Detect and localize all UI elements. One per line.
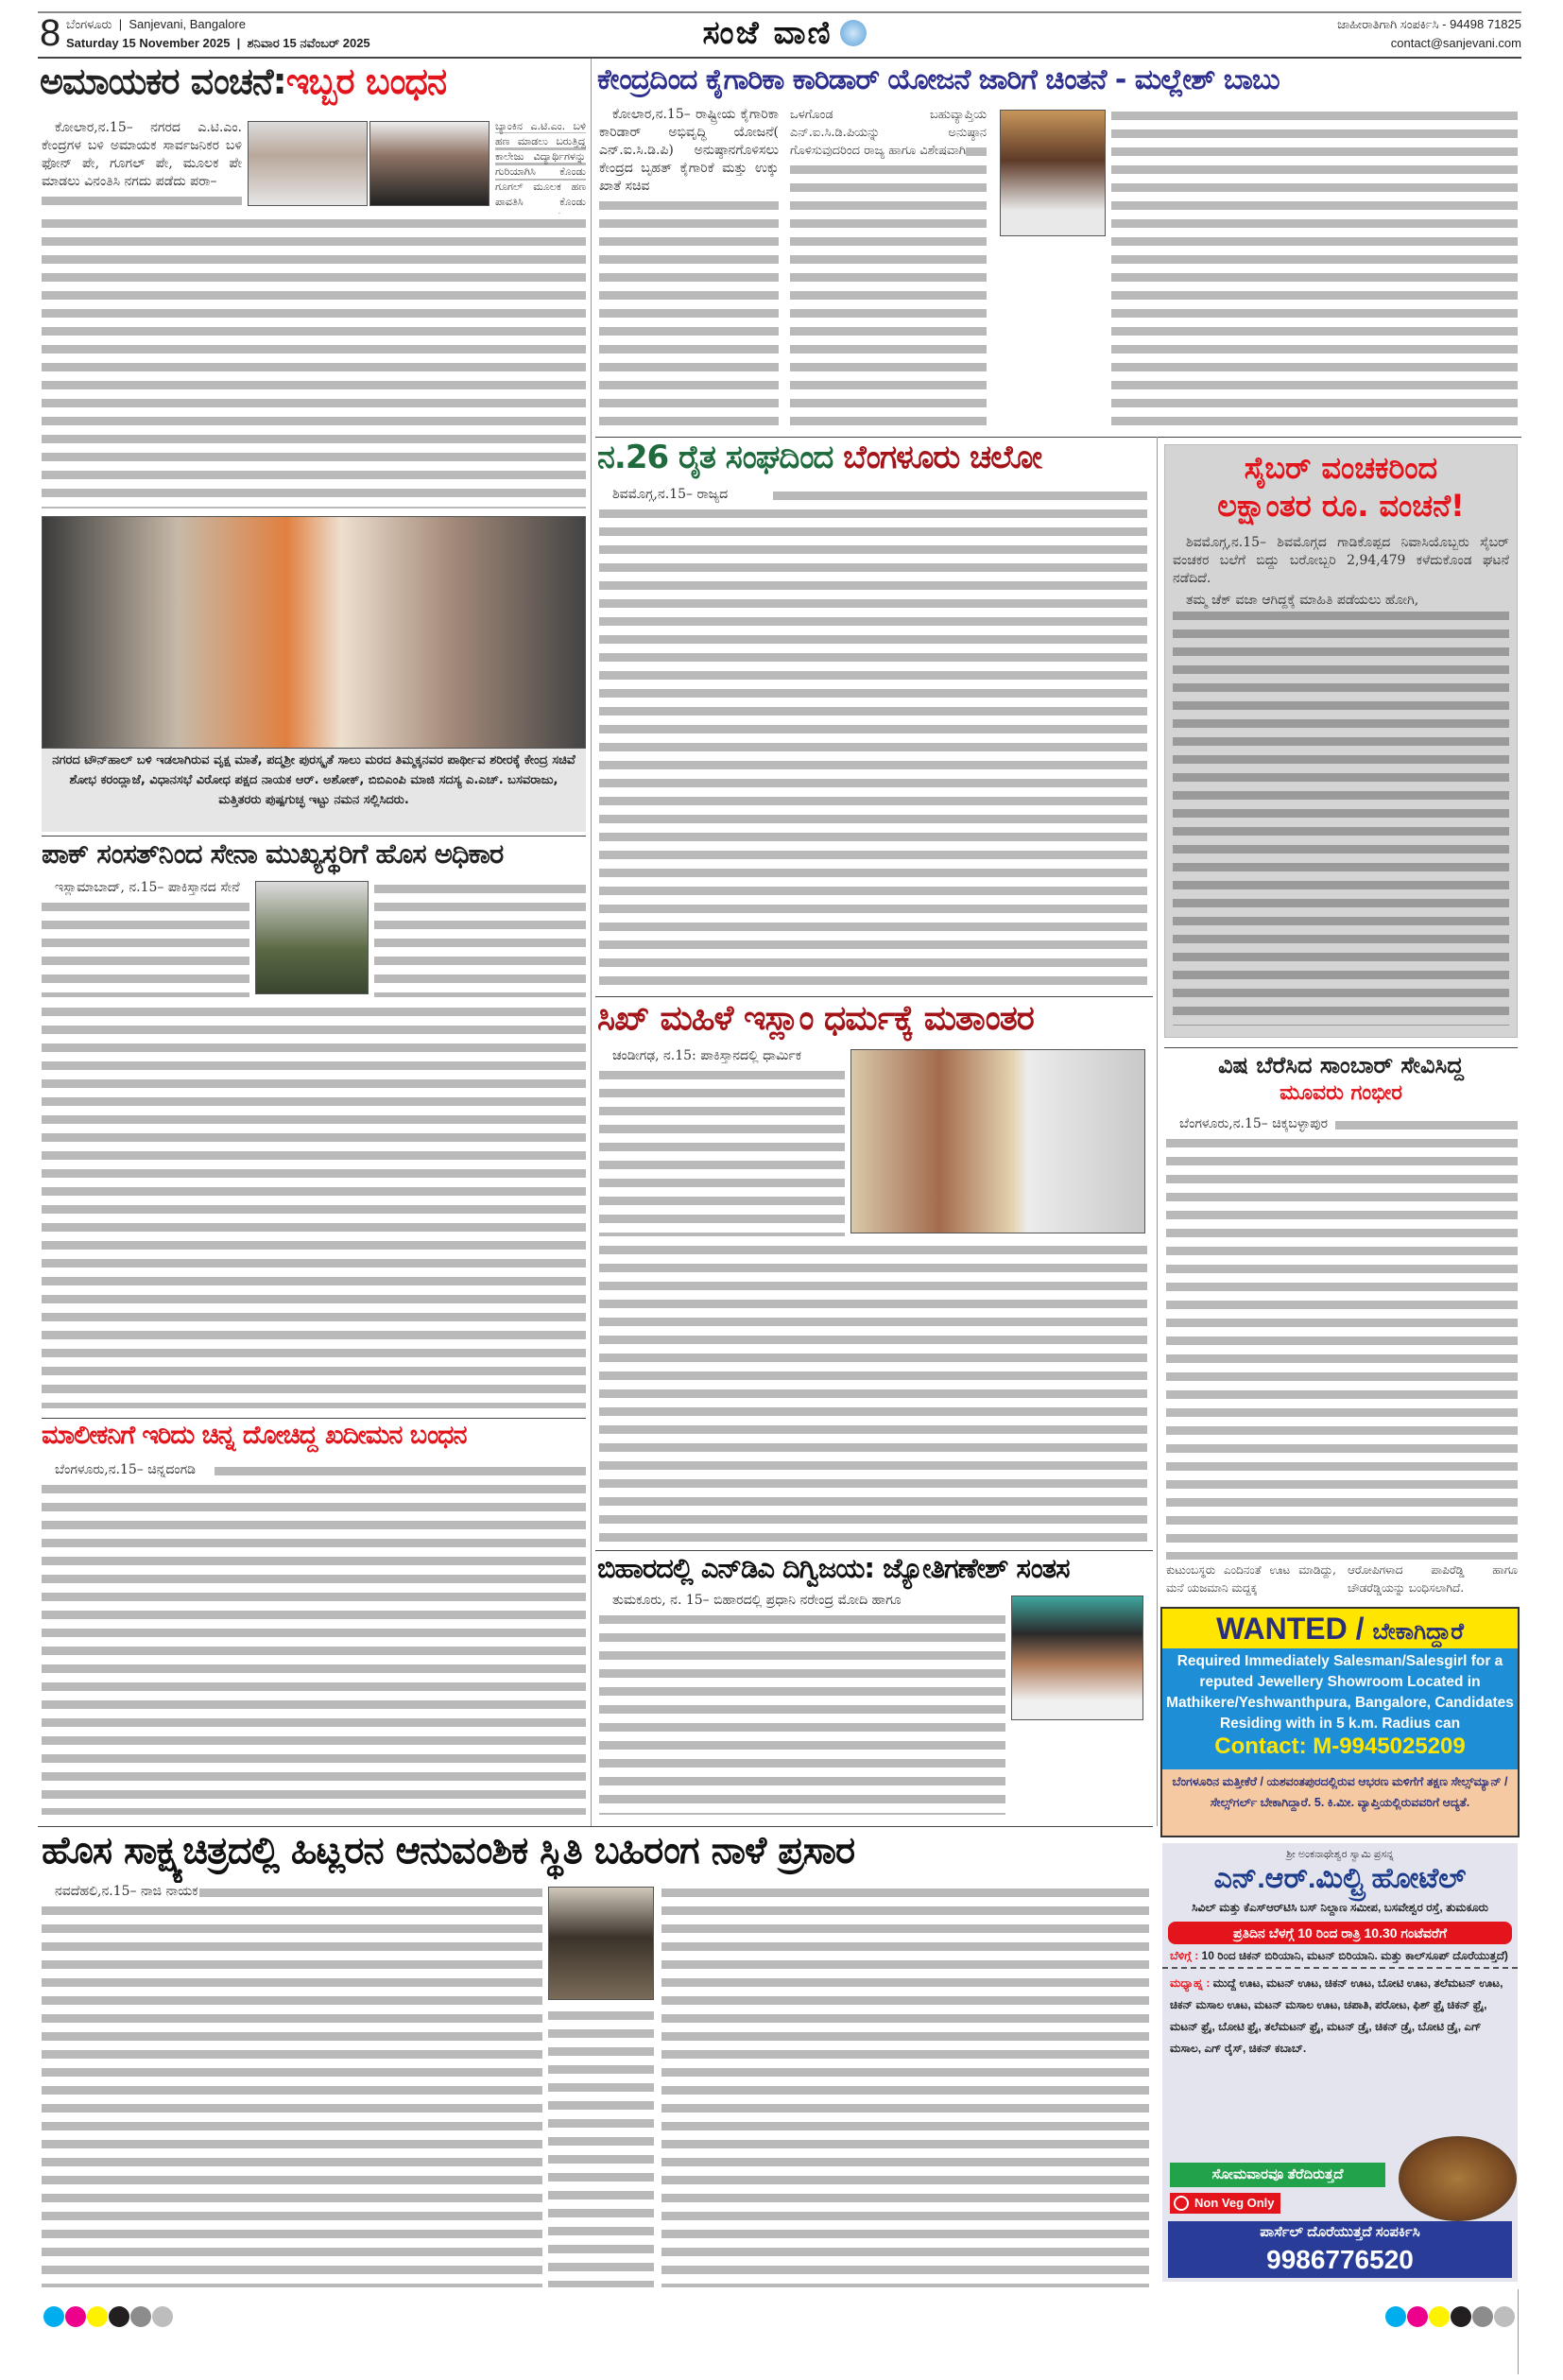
cyber-box	[1164, 444, 1518, 1038]
date-en: Saturday 15 November 2025	[66, 36, 231, 50]
hotel-contact-bar	[1168, 2221, 1512, 2278]
hotel-blessing: ಶ್ರೀ ಅಂಕನಾಥೇಶ್ವರ ಸ್ವಾಮಿ ಪ್ರಸನ್ನ	[1286, 1849, 1394, 1860]
light-gray-dot	[152, 2306, 173, 2327]
black-dot	[109, 2306, 129, 2327]
article-cyber-body: ಶಿವಮೊಗ್ಗ,ನ.15– ಶಿವಮೊಗ್ಗದ ಗಾಡಿಕೊಪ್ಪದ ನಿವಾಸಿಯೊಬ್ಬರು ಸೈಬರ್ ವಂಚಕರ ಬಲೆಗೆ ಬಿದ್ದು ಬರೋಬ್ಬರಿ 2,94,479 ಕಳೆದುಕೊಂಡ ಘಟನೆ ನಡೆದಿದೆ. ತಮ್ಮ ಚೆಕ್ ವಜಾ ಆಗಿದ್ದಕ್ಕೆ ಮಾಹಿತಿ ಪಡೆಯಲು ಹೋಗಿ,	[1173, 534, 1509, 1026]
page-number: 8	[40, 12, 61, 54]
hotel-hours: ಪ್ರತಿದಿನ ಬೆಳಗ್ಗೆ 10 ರಿಂದ ರಾತ್ರಿ 10.30 ಗಂಟೆವರೆಗೆ	[1168, 1922, 1512, 1944]
jyothiganesh-photo	[1011, 1595, 1143, 1720]
hotel-parcel: ಪಾರ್ಸೆಲ್ ದೊರೆಯುತ್ತದೆ ಸಂಪರ್ಕಿಸಿ	[1260, 2224, 1420, 2240]
article-corridor-body	[1111, 106, 1518, 435]
poison-ending-1: ಕುಟುಂಬಸ್ಥರು ಎಂದಿನಂತೆ ಊಟ ಮಾಡಿದ್ದು, ಮನೆ ಯಜಮಾನಿ ಮದ್ದಕ್ಕ	[1166, 1563, 1336, 1595]
magenta-dot	[65, 2306, 86, 2327]
ad-contact: ಜಾಹೀರಾತಿಗಾಗಿ ಸಂಪರ್ಕಿಸಿ - 94498 71825	[1337, 17, 1521, 31]
accused-photo-1	[248, 121, 368, 206]
rule	[595, 1550, 1153, 1551]
yellow-dot	[87, 2306, 108, 2327]
article-sikh-lead: ಚಂಡೀಗಢ, ನ.15: ಪಾಕಿಸ್ತಾನದಲ್ಲಿ ಧಾರ್ಮಿಕ	[599, 1047, 845, 1236]
article-sikh-body	[599, 1240, 1147, 1547]
hotel-ad	[1162, 1843, 1518, 2282]
rule	[595, 437, 1521, 438]
city-kn: ಬೆಂಗಳೂರು	[66, 17, 112, 31]
photo-caption: ನಗರದ ಟೌನ್‌ಹಾಲ್ ಬಳಿ ಇಡಲಾಗಿರುವ ವೃಕ್ಷ ಮಾತೆ, ಪದ್ಮಶ್ರೀ ಪುರಸ್ಕೃತೆ ಸಾಲು ಮರದ ತಿಮ್ಮಕ್ಕನವರ ಪಾರ್ಥೀವ ಶರೀರಕ್ಕೆ ಕೇಂದ್ರ ಸಚಿವೆ ಶೋಭ ಕರಂದ್ಲಾಜೆ, ವಿಧಾನಸಭೆ ವಿರೋಧ ಪಕ್ಷದ ನಾಯಕ ಆರ್. ಅಶೋಕ್, ಬಿಬಿಎಂಪಿ ಮಾಜಿ ಸದಸ್ಯ ಎ.ಎಚ್. ಬಸವರಾಜು, ಮತ್ತಿತರರು ಪುಷ್ಪಗುಚ್ಛ ಇಟ್ಟು ನಮನ ಸಲ್ಲಿಸಿದರು.	[42, 749, 586, 832]
poison-ending-2: ಆರೋಪಿಗಳಾದ ಪಾಪಿರೆಡ್ಡಿ ಹಾಗೂ ಚೌಡರೆಡ್ಡಿಯನ್ನು ಬಂಧಿಸಲಾಗಿದೆ.	[1348, 1563, 1518, 1595]
header-rule	[38, 57, 1521, 59]
article-farmers-body: ಶಿವಮೊಗ್ಗ,ನ.15– ರಾಜ್ಯದ	[599, 486, 1147, 992]
article-bihar-body: ತುಮಕೂರು, ನ. 15– ಬಿಹಾರದಲ್ಲಿ ಪ್ರಧಾನಿ ನರೇಂದ್ರ ಮೋದಿ ಹಾಗೂ	[599, 1592, 1005, 1815]
rule	[42, 1418, 586, 1419]
article-hitler-body-2	[661, 1883, 1149, 2287]
article-corridor-col1: ಕೋಲಾರ,ನ.15– ರಾಷ್ಟ್ರೀಯ ಕೈಗಾರಿಕಾ ಕಾರಿಡಾರ್ ಅಭಿವೃದ್ಧಿ ಯೋಜನೆ( ಎನ್.ಐ.ಸಿ.ಡಿ.ಪಿ) ಅನುಷ್ಠಾನಗೊಳಿಸಲು ಕೇಂದ್ರದ ಬೃಹತ್ ಕೈಗಾರಿಕೆ ಮತ್ತು ಉಕ್ಕು ಖಾತೆ ಸಚಿವ	[599, 106, 779, 435]
article-gold-body: ಬೆಂಗಳೂರು,ನ.15– ಚಿನ್ನದಂಗಡಿ	[42, 1461, 586, 1815]
contact-email[interactable]: contact@sanjevani.com	[1390, 36, 1521, 50]
mallesh-babu-photo	[1000, 110, 1106, 236]
wanted-body: Required Immediately Salesman/Salesgirl for a reputed Jewellery Showroom Located in Mathikere/Yeshwanthpura, Bangalore, Candidates Residing with in 5 k.m. Radius can Contact: M-9945025209	[1162, 1648, 1518, 1769]
headline-bihar: ಬಿಹಾರದಲ್ಲಿ ಎನ್‌ಡಿಎ ದಿಗ್ವಿಜಯ: ಜ್ಯೋತಿಗಣೇಶ್ ಸಂತಸ	[597, 1552, 1070, 1584]
crop-mark	[1518, 2289, 1519, 2374]
color-registration-marks-right	[1385, 2306, 1516, 2331]
headline-corridor: ಕೇಂದ್ರದಿಂದ ಕೈಗಾರಿಕಾ ಕಾರಿಡಾರ್ ಯೋಜನೆ ಜಾರಿಗೆ ಚಿಂತನೆ - ಮಲ್ಲೇಶ್ ಬಾಬು	[597, 63, 1280, 96]
color-registration-marks-left	[43, 2306, 174, 2331]
headline-cyber: ಸೈಬರ್ ವಂಚಕರಿಂದ ಲಕ್ಷಾಂತರ ರೂ. ವಂಚನೆ!	[1217, 450, 1465, 524]
gray-dot	[130, 2306, 151, 2327]
wanted-ad	[1160, 1607, 1520, 1837]
tribute-photo	[42, 516, 586, 749]
headline-farmers: ನ.26 ರೈತ ಸಂಘದಿಂದ ಬೆಂಗಳೂರು ಚಲೋ	[597, 439, 1042, 476]
article-fraud-lead2: ಬ್ಯಾಂಕಿನ ಎ.ಟಿ.ಎಂ. ಬಳಿ ಹಣ ಮಾಡಲು ಬರುತ್ತಿದ್ದ ಕಾಲೇಜು ವಿದ್ಯಾರ್ಥಿಗಳನ್ನು ಗುರಿಯಾಗಿಸಿ ಕೊಂಡು ಗೂಗಲ್ ಮೂಲಕ ಹಣ ಪಾವತಿಸಿ ಕೊಂಡು	[495, 119, 586, 210]
globe-icon	[840, 20, 867, 46]
cyan-dot	[43, 2306, 64, 2327]
headline-pak: ಪಾಕ್ ಸಂಸತ್‌ನಿಂದ ಸೇನಾ ಮುಖ್ಯಸ್ಥರಿಗೆ ಹೊಸ ಅಧಿಕಾರ	[42, 837, 504, 870]
article-fraud-body	[42, 214, 586, 509]
cyan-dot	[1385, 2306, 1406, 2327]
wanted-contact: Contact: M-9945025209	[1214, 1733, 1466, 1759]
light-gray-dot	[1494, 2306, 1515, 2327]
article-pak-body	[42, 1002, 586, 1408]
hotel-menu: ಮಧ್ಯಾಹ್ನ : ಮುದ್ದೆ ಊಟ, ಮಟನ್ ಊಟ, ಚಿಕನ್ ಊಟ, ಬೋಟಿ ಊಟ, ತಲೆಮಟನ್ ಊಟ, ಚಿಕನ್ ಮಸಾಲ ಊಟ, ಮಟನ್ ಮಸಾಲ ಊಟ, ಚಪಾತಿ, ಪರೋಟ, ಫಿಶ್ ಫ್ರೈ ಚಿಕನ್ ಫ್ರೈ, ಮಟನ್ ಫ್ರೈ, ಬೋಟಿ ಫ್ರೈ, ತಲೆಮಟನ್ ಫ್ರೈ, ಮಟನ್ ಡ್ರೈ, ಚಿಕನ್ ಡ್ರೈ, ಬೋಟಿ ಡ್ರೈ, ಎಗ್ ಮಸಾಲ, ಎಗ್ ರೈಸ್, ಚಿಕನ್ ಕಬಾಬ್.	[1170, 1976, 1503, 2055]
rule	[38, 1826, 1153, 1827]
rule	[595, 996, 1153, 997]
sikh-woman-photo	[850, 1049, 1145, 1233]
article-hitler-col	[548, 2006, 654, 2287]
black-dot	[1451, 2306, 1471, 2327]
accused-photo-2	[369, 121, 490, 206]
article-hitler-body: ನವದೆಹಲಿ,ನ.15– ನಾಜಿ ನಾಯಕ	[42, 1883, 542, 2287]
column-divider	[1157, 437, 1158, 1826]
wanted-title: WANTED / ಬೇಕಾಗಿದ್ದಾರೆ	[1162, 1609, 1518, 1648]
army-chief-photo	[255, 881, 369, 994]
hotel-open-monday: ಸೋಮವಾರವೂ ತೆರೆದಿರುತ್ತದೆ	[1170, 2163, 1385, 2187]
date-kn: ಶನಿವಾರ 15 ನವೆಂಬರ್ 2025	[247, 36, 370, 50]
hotel-phone: 9986776520	[1266, 2245, 1414, 2274]
edition: Sanjevani, Bangalore	[129, 17, 246, 31]
wanted-kn: ಬೆಂಗಳೂರಿನ ಮತ್ತೀಕೆರೆ / ಯಶವಂತಪುರದಲ್ಲಿರುವ ಆಭರಣ ಮಳಿಗೆಗೆ ತಕ್ಷಣ ಸೇಲ್ಸ್‌ಮ್ಯಾನ್ / ಸೇಲ್ಸ್‌ಗರ್ಲ್ ಬೇಕಾಗಿದ್ದಾರೆ. 5. ಕಿ.ಮೀ. ವ್ಯಾಪ್ತಿಯಲ್ಲಿರುವವರಿಗೆ ಆದ್ಯತೆ.	[1162, 1769, 1518, 1836]
article-poison-body: ಬೆಂಗಳೂರು,ನ.15– ಚಿಕ್ಕಬಳ್ಳಾಪುರ	[1166, 1115, 1518, 1560]
hotel-address: ಸಿವಿಲ್ ಮತ್ತು ಕೆಎಸ್ಆರ್‌ಟಿಸಿ ಬಸ್ ನಿಲ್ದಾಣ ಸಮೀಪ, ಬಸವೇಶ್ವರ ರಸ್ತೆ, ತುಮಕೂರು	[1192, 1901, 1488, 1914]
hitler-photo	[548, 1887, 654, 2000]
headline-poison: ವಿಷ ಬೆರೆಸಿದ ಸಾಂಬಾರ್ ಸೇವಿಸಿದ್ದ ಮೂವರು ಗಂಭೀರ	[1218, 1052, 1464, 1105]
rule	[1164, 1047, 1518, 1048]
headline-sikh: ಸಿಖ್ ಮಹಿಳೆ ಇಸ್ಲಾಂ ಧರ್ಮಕ್ಕೆ ಮತಾಂತರ	[597, 999, 1034, 1038]
hotel-name: ಎನ್.ಆರ್.ಮಿಲ್ಟ್ರಿ ಹೋಟೆಲ್	[1213, 1863, 1467, 1894]
gray-dot	[1472, 2306, 1493, 2327]
headline-hitler: ಹೊಸ ಸಾಕ್ಷ್ಯಚಿತ್ರದಲ್ಲಿ ಹಿಟ್ಲರನ ಆನುವಂಶಿಕ ಸ್ಥಿತಿ ಬಹಿರಂಗ ನಾಳೆ ಪ್ರಸಾರ	[42, 1829, 855, 1872]
non-veg-badge: Non Veg Only	[1170, 2193, 1280, 2214]
masthead-logo: ಸಂಜೆ ವಾಣಿ	[702, 14, 833, 52]
hotel-morning: ಬೆಳಿಗ್ಗೆ : 10 ರಿಂದ ಚಿಕನ್ ಬಿರಿಯಾನಿ, ಮಟನ್ ಬಿರಿಯಾನಿ. ಮತ್ತು ಕಾಲ್‌ಸೂಪ್ ದೊರೆಯುತ್ತದೆ)	[1162, 1948, 1518, 1969]
headline-gold-theft: ಮಾಲೀಕನಿಗೆ ಇರಿದು ಚಿನ್ನ ದೋಚಿದ್ದ ಖದೀಮನ ಬಂಧನ	[42, 1421, 467, 1450]
article-fraud-lead: ಕೋಲಾರ,ನ.15– ನಗರದ ಎ.ಟಿ.ಎಂ. ಕೇಂದ್ರಗಳ ಬಳಿ ಅಮಾಯಕ ಸಾರ್ವಜನಿಕರ ಬಳಿ ಫೋನ್ ಪೇ, ಗೂಗಲ್ ಪೇ, ಮೂಲಕ ಪೇ ಮಾಡಲು ವಿನಂತಿಸಿ ನಗದು ಪಡೆದು ಪರಾ–	[42, 119, 242, 210]
food-plate-image	[1399, 2136, 1517, 2221]
article-pak-lead: ಇಸ್ಲಾಮಾಬಾದ್, ನ.15– ಪಾಕಿಸ್ತಾನದ ಸೇನೆ	[42, 879, 249, 997]
article-corridor-col2: ಒಳಗೊಂಡ ಬಹುವ್ಯಾಪ್ತಿಯ ಎನ್.ಐ.ಸಿ.ಡಿ.ಪಿಯನ್ನು ಅನುಷ್ಠಾನ ಗೊಳಿಸುವುದರಿಂದ ರಾಜ್ಯ ಹಾಗೂ ವಿಶೇಷವಾಗಿ	[790, 106, 987, 435]
non-veg-icon	[1174, 2196, 1189, 2211]
edition-line: ಬೆಂಗಳೂರು | Sanjevani, Bangalore	[66, 17, 246, 31]
magenta-dot	[1407, 2306, 1428, 2327]
yellow-dot	[1429, 2306, 1450, 2327]
column-divider	[591, 59, 592, 1826]
headline-fraud: ಅಮಾಯಕರ ವಂಚನೆ:ಇಬ್ಬರ ಬಂಧನ	[40, 60, 447, 102]
article-pak-col2	[374, 879, 586, 997]
date-line: Saturday 15 November 2025 | ಶನಿವಾರ 15 ನವೆಂಬರ್ 2025	[66, 36, 370, 50]
masthead	[605, 13, 964, 53]
